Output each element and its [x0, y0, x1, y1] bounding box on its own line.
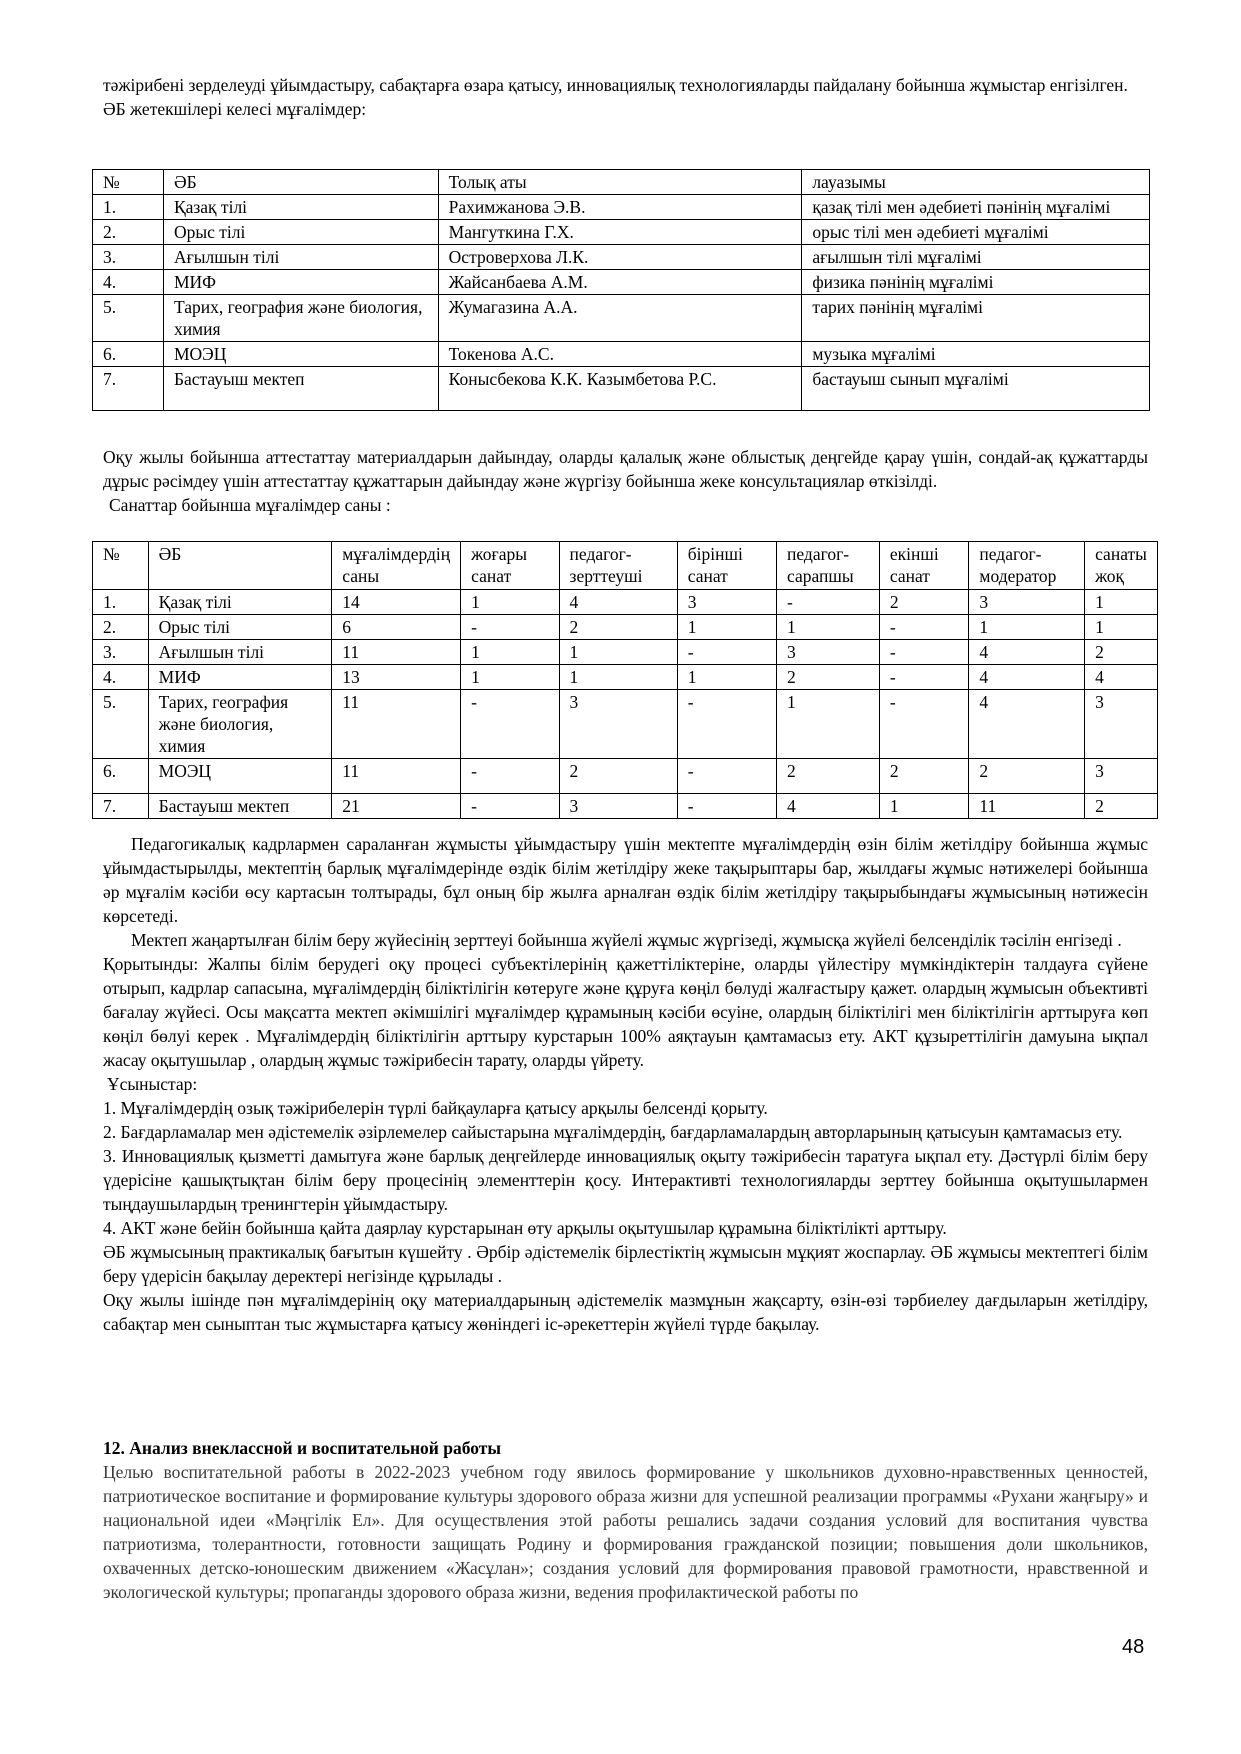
table-cell: Рахимжанова Э.В. — [438, 195, 802, 220]
table-header-cell: педагог-зерттеуші — [559, 542, 677, 590]
table-cell: 4 — [969, 640, 1085, 665]
table-cell: - — [879, 690, 969, 759]
self-education-paragraph: Педагогикалық кадрлармен сараланған жұмысты ұйымдастыру үшін мектепте мұғалімдердің өзін білім жетілдіру бойынша жұмыс ұйымдастырылды, мектептің барлық мұғалімдерінде өздік білім жетілдіру жеке тақырыптары бар, жылдағы жұмыс нәтижелері бойынша әр мұғалім кәсіби өсу картасын толтырады, бұл оның бір жылға арналған өздік білім жетілдіру тақырыбындағы жұмысының нәтижесін көрсетеді. — [103, 834, 1148, 926]
table-row — [93, 270, 1150, 295]
table-header-cell: екінші санат — [879, 542, 969, 590]
table-cell: Бастауыш мектеп — [163, 367, 438, 411]
table-cell: 1 — [777, 690, 880, 759]
table-header-cell: ӘБ — [148, 542, 332, 590]
table-cell: 1. — [93, 590, 149, 615]
table-row — [93, 367, 1150, 411]
ab-work-paragraph: ӘБ жұмысының практикалық бағытын күшейту . Әрбір әдістемелік бірлестіктің жұмысын мұқият жоспарлау. ӘБ жұмысы мектептегі білім беру үдерісін бақылау деректері негізінде құрылады . — [103, 1242, 1148, 1286]
table-cell: 7. — [93, 794, 149, 819]
attestation-block — [103, 445, 1148, 517]
table-header-cell: мұғалімдердің саны — [332, 542, 461, 590]
table-cell: 2 — [777, 665, 880, 690]
table-cell: 3. — [93, 245, 164, 270]
table-cell: МИФ — [148, 665, 332, 690]
research-paragraph: Мектеп жаңартылған білім беру жүйесінің зерттеуі бойынша жүйелі жұмыс жүргізеді, жұмысқа жүйелі белсенділік тәсілін енгізеді . — [131, 930, 1122, 950]
table-cell: 1 — [461, 640, 559, 665]
table-row — [93, 665, 1158, 690]
table-row — [93, 590, 1158, 615]
table-cell: - — [461, 759, 559, 794]
table-cell: Тарих, география және биология, химия — [148, 690, 332, 759]
table-header-cell: ӘБ — [163, 170, 438, 195]
table-cell: Бастауыш мектеп — [148, 794, 332, 819]
table-cell: - — [879, 665, 969, 690]
table-cell: 2 — [879, 759, 969, 794]
table-cell: 6. — [93, 759, 149, 794]
table-row — [93, 640, 1158, 665]
table-cell: 11 — [969, 794, 1085, 819]
table-row — [93, 245, 1150, 270]
table-cell: - — [777, 590, 880, 615]
table-header-cell: Толық аты — [438, 170, 802, 195]
category-table — [92, 541, 1158, 819]
table-cell: 1 — [677, 665, 776, 690]
table-cell: 2 — [969, 759, 1085, 794]
table-cell: Қазақ тілі — [163, 195, 438, 220]
table-header-cell: № — [93, 170, 164, 195]
table-cell: 1 — [559, 640, 677, 665]
table-cell: 13 — [332, 665, 461, 690]
table-cell: 7. — [93, 367, 164, 411]
leaders-table — [92, 169, 1150, 411]
table-cell: 6 — [332, 615, 461, 640]
table-header-cell: жоғары санат — [461, 542, 559, 590]
table-cell: 14 — [332, 590, 461, 615]
intro-block — [103, 73, 1148, 121]
conclusion-paragraph: Қорытынды: Жалпы білім берудегі оқу процесі субъектілерінің қажеттіліктеріне, оларды үйлестіру мүмкіндіктерін талдауға сүйене отырып, кадрлар сапасына, мұғалімдердің біліктілігін көтеруге және құруға көңіл бөлуді жалғастыру қажет. олардың жұмысын объективті бағалау жүйесі. Осы мақсатта мектеп әкімшілігі мұғалімдер құрамының кәсіби өсуіне, олардың біліктілігі мен біліктілігін арттыруға көп көңіл бөлуі керек . Мұғалімдердің біліктілігін арттыру курстарын 100% аяқтауын қамтамасыз ету. АКТ құзыреттілігін дамуына ықпал жасау оқытушылар , олардың жұмыс тәжірибесін тарату, оларды үйрету. — [103, 954, 1148, 1070]
table-cell: 11 — [332, 759, 461, 794]
table-row — [93, 195, 1150, 220]
table-cell: 21 — [332, 794, 461, 819]
table-cell: 1. — [93, 195, 164, 220]
table-cell: МОЭЦ — [148, 759, 332, 794]
table-cell: 4 — [969, 690, 1085, 759]
table-cell: қазақ тілі мен әдебиеті пәнінің мұғалімі — [802, 195, 1150, 220]
table-row — [93, 690, 1158, 759]
table-header-cell: лауазымы — [802, 170, 1150, 195]
recommendation-item: 4. АКТ және бейін бойынша қайта даярлау курстарынан өту арқылы оқытушылар құрамына біліктілікті арттыру. — [103, 1218, 947, 1238]
table-cell: ағылшын тілі мұғалімі — [802, 245, 1150, 270]
table-cell: 5. — [93, 690, 149, 759]
table-cell: - — [677, 690, 776, 759]
section-12-body: Целью воспитательной работы в 2022-2023 учебном году явилось формирование у школьников духовно-нравственных ценностей, патриотическое воспитание и формирование культуры здорового образа жизни для успешной реализации программы «Рухани жаңғыру» и национальной идеи «Мәңгілік Ел». Для осуществления этой работы решались задачи создания условий для воспитания чувства патриотизма, толерантности, готовности защищать Родину и формирования гражданской позиции; повышения доли школьников, охваченных детско-юношеским движением «Жасұлан»; создания условий для формирования правовой грамотности, нравственной и экологической культуры; пропаганды здорового образа жизни, ведения профилактической работы по — [103, 1462, 1148, 1602]
intro-paragraph: тәжірибені зерделеуді ұйымдастыру, сабақтарға өзара қатысу, инновациялық технологияларды пайдалану бойынша жұмыстар енгізілген. — [103, 75, 1128, 95]
table-cell: Тарих, география және биология, химия — [163, 295, 438, 342]
table-cell: - — [461, 794, 559, 819]
table-cell: 2 — [559, 615, 677, 640]
table-cell: Конысбекова К.К. Казымбетова Р.С. — [438, 367, 802, 411]
table-cell: - — [461, 690, 559, 759]
table-cell: 1 — [969, 615, 1085, 640]
table-cell: орыс тілі мен әдебиеті мұғалімі — [802, 220, 1150, 245]
table-cell: 1 — [1085, 590, 1158, 615]
table-cell: 4 — [777, 794, 880, 819]
table-cell: 1 — [1085, 615, 1158, 640]
table-cell: 3 — [1085, 690, 1158, 759]
table-cell: 1 — [777, 615, 880, 640]
table-cell: 1 — [461, 665, 559, 690]
section-12 — [103, 1436, 1148, 1604]
table-cell: Ағылшын тілі — [148, 640, 332, 665]
monitoring-paragraph: Оқу жылы ішінде пән мұғалімдерінің оқу материалдарының әдістемелік мазмұнын жақсарту, өзін-өзі тәрбиелеу дағдыларын жетілдіру, сабақтар мен сыныптан тыс жұмыстарға қатысу жөніндегі іс-әрекеттерін жүйелі түрде бақылау. — [103, 1290, 1148, 1334]
page-number: 48 — [1122, 1636, 1145, 1658]
table-cell: 2 — [1085, 794, 1158, 819]
table-cell: 3 — [1085, 759, 1158, 794]
table-cell: Қазақ тілі — [148, 590, 332, 615]
analysis-block — [103, 832, 1148, 1336]
recommendation-item: 1. Мұғалімдердің озық тәжірибелерін түрлі байқауларға қатысу арқылы белсенді қорыту. — [103, 1098, 768, 1118]
table-cell: Орыс тілі — [148, 615, 332, 640]
table-cell: 2 — [559, 759, 677, 794]
table-row — [93, 615, 1158, 640]
table-cell: МОЭЦ — [163, 342, 438, 367]
table-cell: 5. — [93, 295, 164, 342]
table-cell: музыка мұғалімі — [802, 342, 1150, 367]
table-row — [93, 794, 1158, 819]
table-cell: 1 — [559, 665, 677, 690]
table-cell: 2 — [879, 590, 969, 615]
table-cell: 4 — [1085, 665, 1158, 690]
table-cell: 2 — [777, 759, 880, 794]
table-cell: 4. — [93, 270, 164, 295]
section-12-heading: 12. Анализ внеклассной и воспитательной работы — [103, 1438, 502, 1458]
table-header-cell: педагог-модератор — [969, 542, 1085, 590]
table-header-cell: педагог-сарапшы — [777, 542, 880, 590]
table-row — [93, 759, 1158, 794]
table-cell: 3 — [559, 794, 677, 819]
table-header-cell: № — [93, 542, 149, 590]
table-cell: - — [879, 615, 969, 640]
table-cell: 3 — [559, 690, 677, 759]
table-cell: 3 — [969, 590, 1085, 615]
table-cell: физика пәнінің мұғалімі — [802, 270, 1150, 295]
table-header-row — [93, 170, 1150, 195]
table-cell: - — [461, 615, 559, 640]
table-cell: - — [879, 640, 969, 665]
recommendations-heading: Ұсыныстар: — [107, 1074, 198, 1094]
table-cell: Жайсанбаева А.М. — [438, 270, 802, 295]
table-cell: 2 — [1085, 640, 1158, 665]
table-cell: Островерхова Л.К. — [438, 245, 802, 270]
table-cell: 11 — [332, 690, 461, 759]
table-header-row — [93, 542, 1158, 590]
table-cell: Жумагазина А.А. — [438, 295, 802, 342]
table-cell: Токенова А.С. — [438, 342, 802, 367]
table-cell: - — [677, 640, 776, 665]
table-cell: 3 — [677, 590, 776, 615]
table-cell: Мангуткина Г.Х. — [438, 220, 802, 245]
recommendation-item: 3. Инновациялық қызметті дамытуға және барлық деңгейлерде инновациялық оқыту тәжірибесін таратуға ықпал ету. Дәстүрлі білім беру үдерісіне қашықтықтан білім беру процесінің элементтерін қосу. Интерактивті технологияларды зерттеу бойынша оқытушылармен тыңдаушылардың тренингтерін ұйымдастыру. — [103, 1146, 1148, 1214]
table-cell: МИФ — [163, 270, 438, 295]
table-cell: 6. — [93, 342, 164, 367]
table-cell: 2. — [93, 615, 149, 640]
table-cell: - — [677, 759, 776, 794]
table-row — [93, 295, 1150, 342]
attestation-paragraph: Оқу жылы бойынша аттестаттау материалдарын дайындау, оларды қалалық және облыстық деңгейде қарау үшін, сондай-ақ құжаттарды дұрыс рәсімдеу үшін аттестаттау құжаттарын дайындау және жүргізу бойынша жеке консультациялар өткізілді. — [103, 447, 1148, 491]
category-table-caption: Санаттар бойынша мұғалімдер саны : — [109, 495, 391, 515]
table-cell: - — [677, 794, 776, 819]
recommendation-item: 2. Бағдарламалар мен әдістемелік әзірлемелер сайыстарына мұғалімдердің, бағдарламалардың авторларының қатысуын қамтамасыз ету. — [103, 1122, 1123, 1142]
table-cell: 3. — [93, 640, 149, 665]
table-cell: тарих пәнінің мұғалімі — [802, 295, 1150, 342]
table-cell: 1 — [677, 615, 776, 640]
table-cell: бастауыш сынып мұғалімі — [802, 367, 1150, 411]
table-cell: 4 — [559, 590, 677, 615]
table-cell: Орыс тілі — [163, 220, 438, 245]
table-cell: 2. — [93, 220, 164, 245]
table-cell: 3 — [777, 640, 880, 665]
ab-leaders-caption: ӘБ жетекшілері келесі мұғалімдер: — [103, 99, 367, 119]
table-cell: 4 — [969, 665, 1085, 690]
table-header-cell: бірінші санат — [677, 542, 776, 590]
table-row — [93, 220, 1150, 245]
table-cell: 11 — [332, 640, 461, 665]
table-cell: 4. — [93, 665, 149, 690]
table-cell: 1 — [461, 590, 559, 615]
table-header-cell: санаты жоқ — [1085, 542, 1158, 590]
table-cell: Ағылшын тілі — [163, 245, 438, 270]
table-cell: 1 — [879, 794, 969, 819]
table-row — [93, 342, 1150, 367]
